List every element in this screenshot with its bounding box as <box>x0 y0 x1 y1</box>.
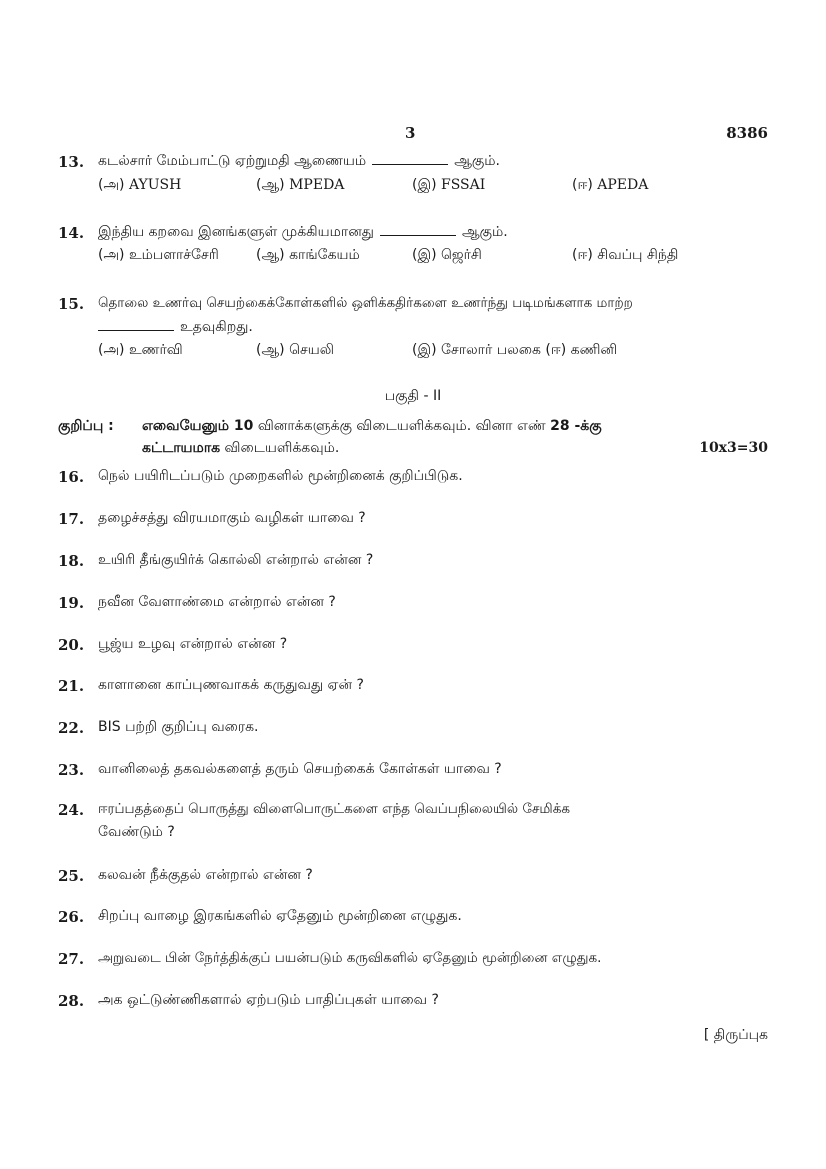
question-number: 21. <box>58 677 85 695</box>
question-text: நவீன வேளாண்மை என்றால் என்ன ? <box>98 594 336 610</box>
section-title: பகுதி - II <box>384 388 442 404</box>
answer-blank <box>372 153 448 165</box>
question-number: 13. <box>58 153 85 171</box>
option-b: (ஆ) காங்கேயம் <box>256 247 360 263</box>
option-b: (ஆ) செயலி <box>256 342 335 358</box>
paper-code: 8386 <box>726 124 768 142</box>
option-b: (ஆ) MPEDA <box>256 177 345 193</box>
answer-blank <box>380 224 456 236</box>
option-a: (அ) AYUSH <box>98 177 182 193</box>
question-text: இந்திய கறவை இனங்களுள் முக்கியமானது ஆகும். <box>98 224 508 240</box>
question-text-continued: உதவுகிறது. <box>98 319 253 337</box>
option-a: (அ) உணர்வி <box>98 342 183 358</box>
note-line-2: கட்டாயமாக விடையளிக்கவும். <box>142 440 340 456</box>
question-text: சிறப்பு வாழை இரகங்களில் ஏதேனும் மூன்றினை எழுதுக. <box>98 908 462 924</box>
question-text: வானிலைத் தகவல்களைத் தரும் செயற்கைக் கோள்கள் யாவை ? <box>98 761 502 777</box>
question-number: 15. <box>58 295 85 313</box>
option-c: (இ) ஜெர்சி <box>412 247 482 263</box>
answer-blank <box>98 319 174 331</box>
question-number: 14. <box>58 224 85 242</box>
marks-scheme: 10x3=30 <box>699 440 768 456</box>
note-line-1: எவையேனும் 10 வினாக்களுக்கு விடையளிக்கவும். வினா எண் 28 -க்கு <box>142 418 602 434</box>
question-number: 19. <box>58 594 85 612</box>
page-number: 3 <box>405 124 416 142</box>
question-number: 27. <box>58 950 85 968</box>
question-text: தொலை உணர்வு செயற்கைக்கோள்களில் ஒளிக்கதிர்களை உணர்ந்து படிமங்களாக மாற்ற <box>98 295 633 311</box>
question-text: தழைச்சத்து விரயமாகும் வழிகள் யாவை ? <box>98 510 366 526</box>
question-text-continued: வேண்டும் ? <box>98 824 175 840</box>
question-number: 18. <box>58 552 85 570</box>
question-number: 23. <box>58 761 85 779</box>
question-text: உயிரி தீங்குயிர்க் கொல்லி என்றால் என்ன ? <box>98 552 374 568</box>
question-number: 25. <box>58 867 85 885</box>
question-text: அக ஒட்டுண்ணிகளால் ஏற்படும் பாதிப்புகள் யாவை ? <box>98 992 439 1008</box>
option-c: (இ) சோலார் பலகை (ஈ) கணினி <box>412 342 618 358</box>
question-number: 24. <box>58 801 85 819</box>
question-text: ஈரப்பதத்தைப் பொருத்து விளைபொருட்களை எந்த வெப்பநிலையில் சேமிக்க <box>98 801 570 817</box>
question-number: 26. <box>58 908 85 926</box>
question-text: கடல்சார் மேம்பாட்டு ஏற்றுமதி ஆணையம் ஆகும். <box>98 153 500 169</box>
question-text: பூஜ்ய உழவு என்றால் என்ன ? <box>98 636 288 652</box>
question-number: 16. <box>58 468 85 486</box>
question-text: அறுவடை பின் நேர்த்திக்குப் பயன்படும் கருவிகளில் ஏதேனும் மூன்றினை எழுதுக. <box>98 950 602 966</box>
question-number: 22. <box>58 719 85 737</box>
turn-over-note: [ திருப்புக <box>703 1027 768 1043</box>
option-c: (இ) FSSAI <box>412 177 486 193</box>
option-d: (ஈ) சிவப்பு சிந்தி <box>572 247 679 263</box>
question-text: கலவன் நீக்குதல் என்றால் என்ன ? <box>98 867 313 883</box>
question-number: 20. <box>58 636 85 654</box>
option-d: (ஈ) APEDA <box>572 177 649 193</box>
option-a: (அ) உம்பளாச்சேரி <box>98 247 219 263</box>
note-label: குறிப்பு : <box>58 418 114 434</box>
question-number: 17. <box>58 510 85 528</box>
question-text: நெல் பயிரிடப்படும் முறைகளில் மூன்றினைக் குறிப்பிடுக. <box>98 468 463 484</box>
question-text: BIS பற்றி குறிப்பு வரைக. <box>98 719 259 735</box>
question-text: காளானை காப்புணவாகக் கருதுவது ஏன் ? <box>98 677 364 693</box>
question-number: 28. <box>58 992 85 1010</box>
